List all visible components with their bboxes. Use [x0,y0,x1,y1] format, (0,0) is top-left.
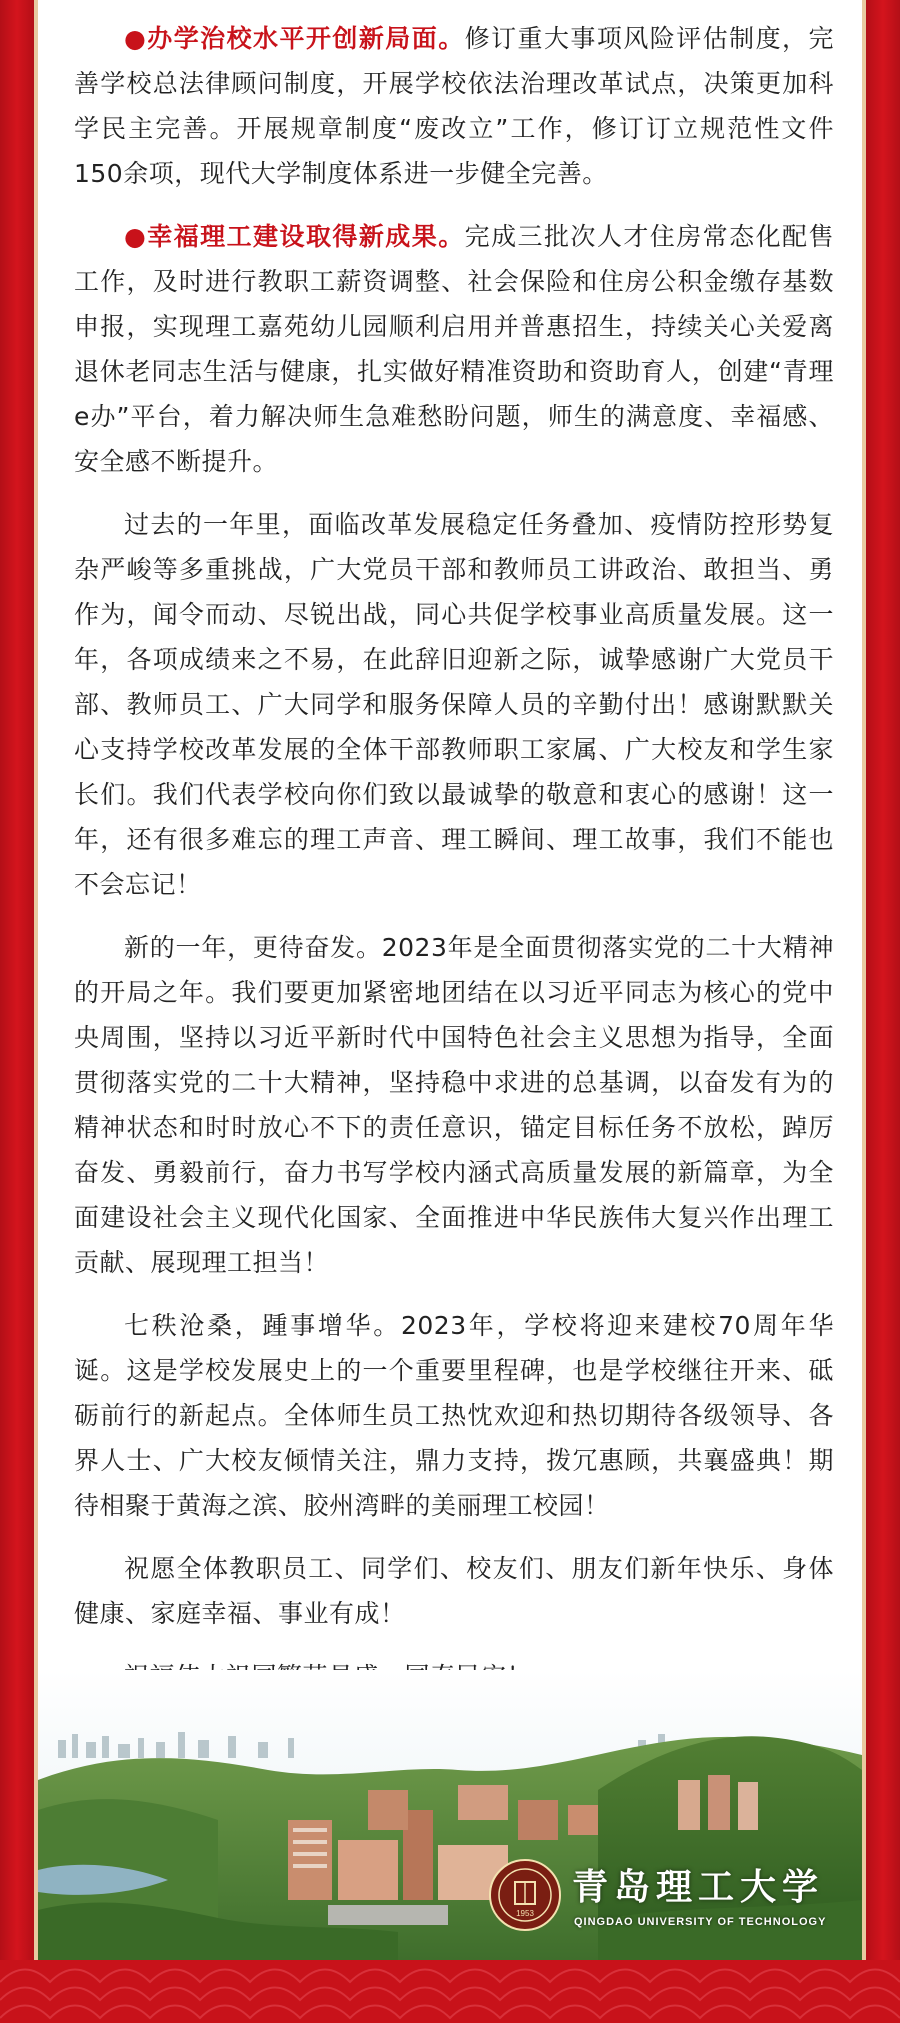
paragraph-happiness [74,214,834,484]
paragraph-wishes: 祝愿全体教职员工、同学们、校友们、朋友们新年快乐、身体健康、家庭幸福、事业有成！ [74,1554,834,1628]
paragraph-anniversary: 七秩沧桑，踵事增华。2023年，学校将迎来建校70周年华诞。这是学校发展史上的一个重要里程碑，也是学校继往开来、砥砺前行的新起点。全体师生员工热忱欢迎和热切期待各级领导、各界人士、广大校友倾情关注，鼎力支持，拨冗惠顾，共襄盛典！期待相聚于黄海之滨、胶州湾畔的美丽理工校园！ [74,1311,834,1520]
letter-paper [38,0,862,1960]
left-red-border [0,0,34,1960]
letter-body [74,16,834,1717]
paragraph-new-year: 新的一年，更待奋发。2023年是全面贯彻落实党的二十大精神的开局之年。我们要更加紧密地团结在以习近平同志为核心的党中央周围，坚持以习近平新时代中国特色社会主义思想为指导，全面贯彻落实党的二十大精神，坚持稳中求进的总基调，以奋发有为的精神状态和时时放心不下的责任意识，锚定目标任务不放松，踔厉奋发、勇毅前行，奋力书写学校内涵式高质量发展的新篇章，为全面建设社会主义现代化国家、全面推进中华民族伟大复兴作出理工贡献、展现理工担当！ [74,933,834,1277]
seal-year: 1953 [516,1909,534,1918]
university-seal-icon [488,1858,562,1932]
paragraph-text: 修订重大事项风险评估制度，完善学校总法律顾问制度，开展学校依法治理改革试点，决策更加科学民主完善。开展规章制度“废改立”工作，修订订立规范性文件150余项，现代大学制度体系进一步健全完善。 [74,24,834,188]
university-english-name: QINGDAO UNIVERSITY OF TECHNOLOGY [574,1916,827,1928]
university-name: 青岛理工大学 [572,1866,825,1908]
bottom-red-pattern [0,1960,900,2023]
heading-governance: ●办学治校水平开创新局面。 [124,24,465,53]
paragraph-past-year: 过去的一年里，面临改革发展稳定任务叠加、疫情防控形势复杂严峻等多重挑战，广大党员干部和教师员工讲政治、敢担当、勇作为，闻令而动、尽锐出战，同心共促学校事业高质量发展。这一年，各项成绩来之不易，在此辞旧迎新之际，诚挚感谢广大党员干部、教师员工、广大同学和服务保障人员的辛勤付出！感谢默默关心支持学校改革发展的全体干部教师职工家属、广大校友和学生家长们。我们代表学校向你们致以最诚挚的敬意和衷心的感谢！这一年，还有很多难忘的理工声音、理工瞬间、理工故事，我们不能也不会忘记！ [74,510,834,899]
paragraph-text: 完成三批次人才住房常态化配售工作，及时进行教职工薪资调整、社会保险和住房公积金缴存基数申报，实现理工嘉苑幼儿园顺利启用并普惠招生，持续关心关爱离退休老同志生活与健康，扎实做好精准资助和资助育人，创建“青理e办”平台，着力解决师生急难愁盼问题，师生的满意度、幸福感、安全感不断提升。 [74,222,834,476]
bullet-icon: ● [124,24,148,53]
right-gold-edge [862,0,866,1960]
heading-happiness: ●幸福理工建设取得新成果。 [124,222,465,251]
paragraph-governance [74,16,834,196]
bullet-icon: ● [124,222,148,251]
right-red-border [866,0,900,1960]
